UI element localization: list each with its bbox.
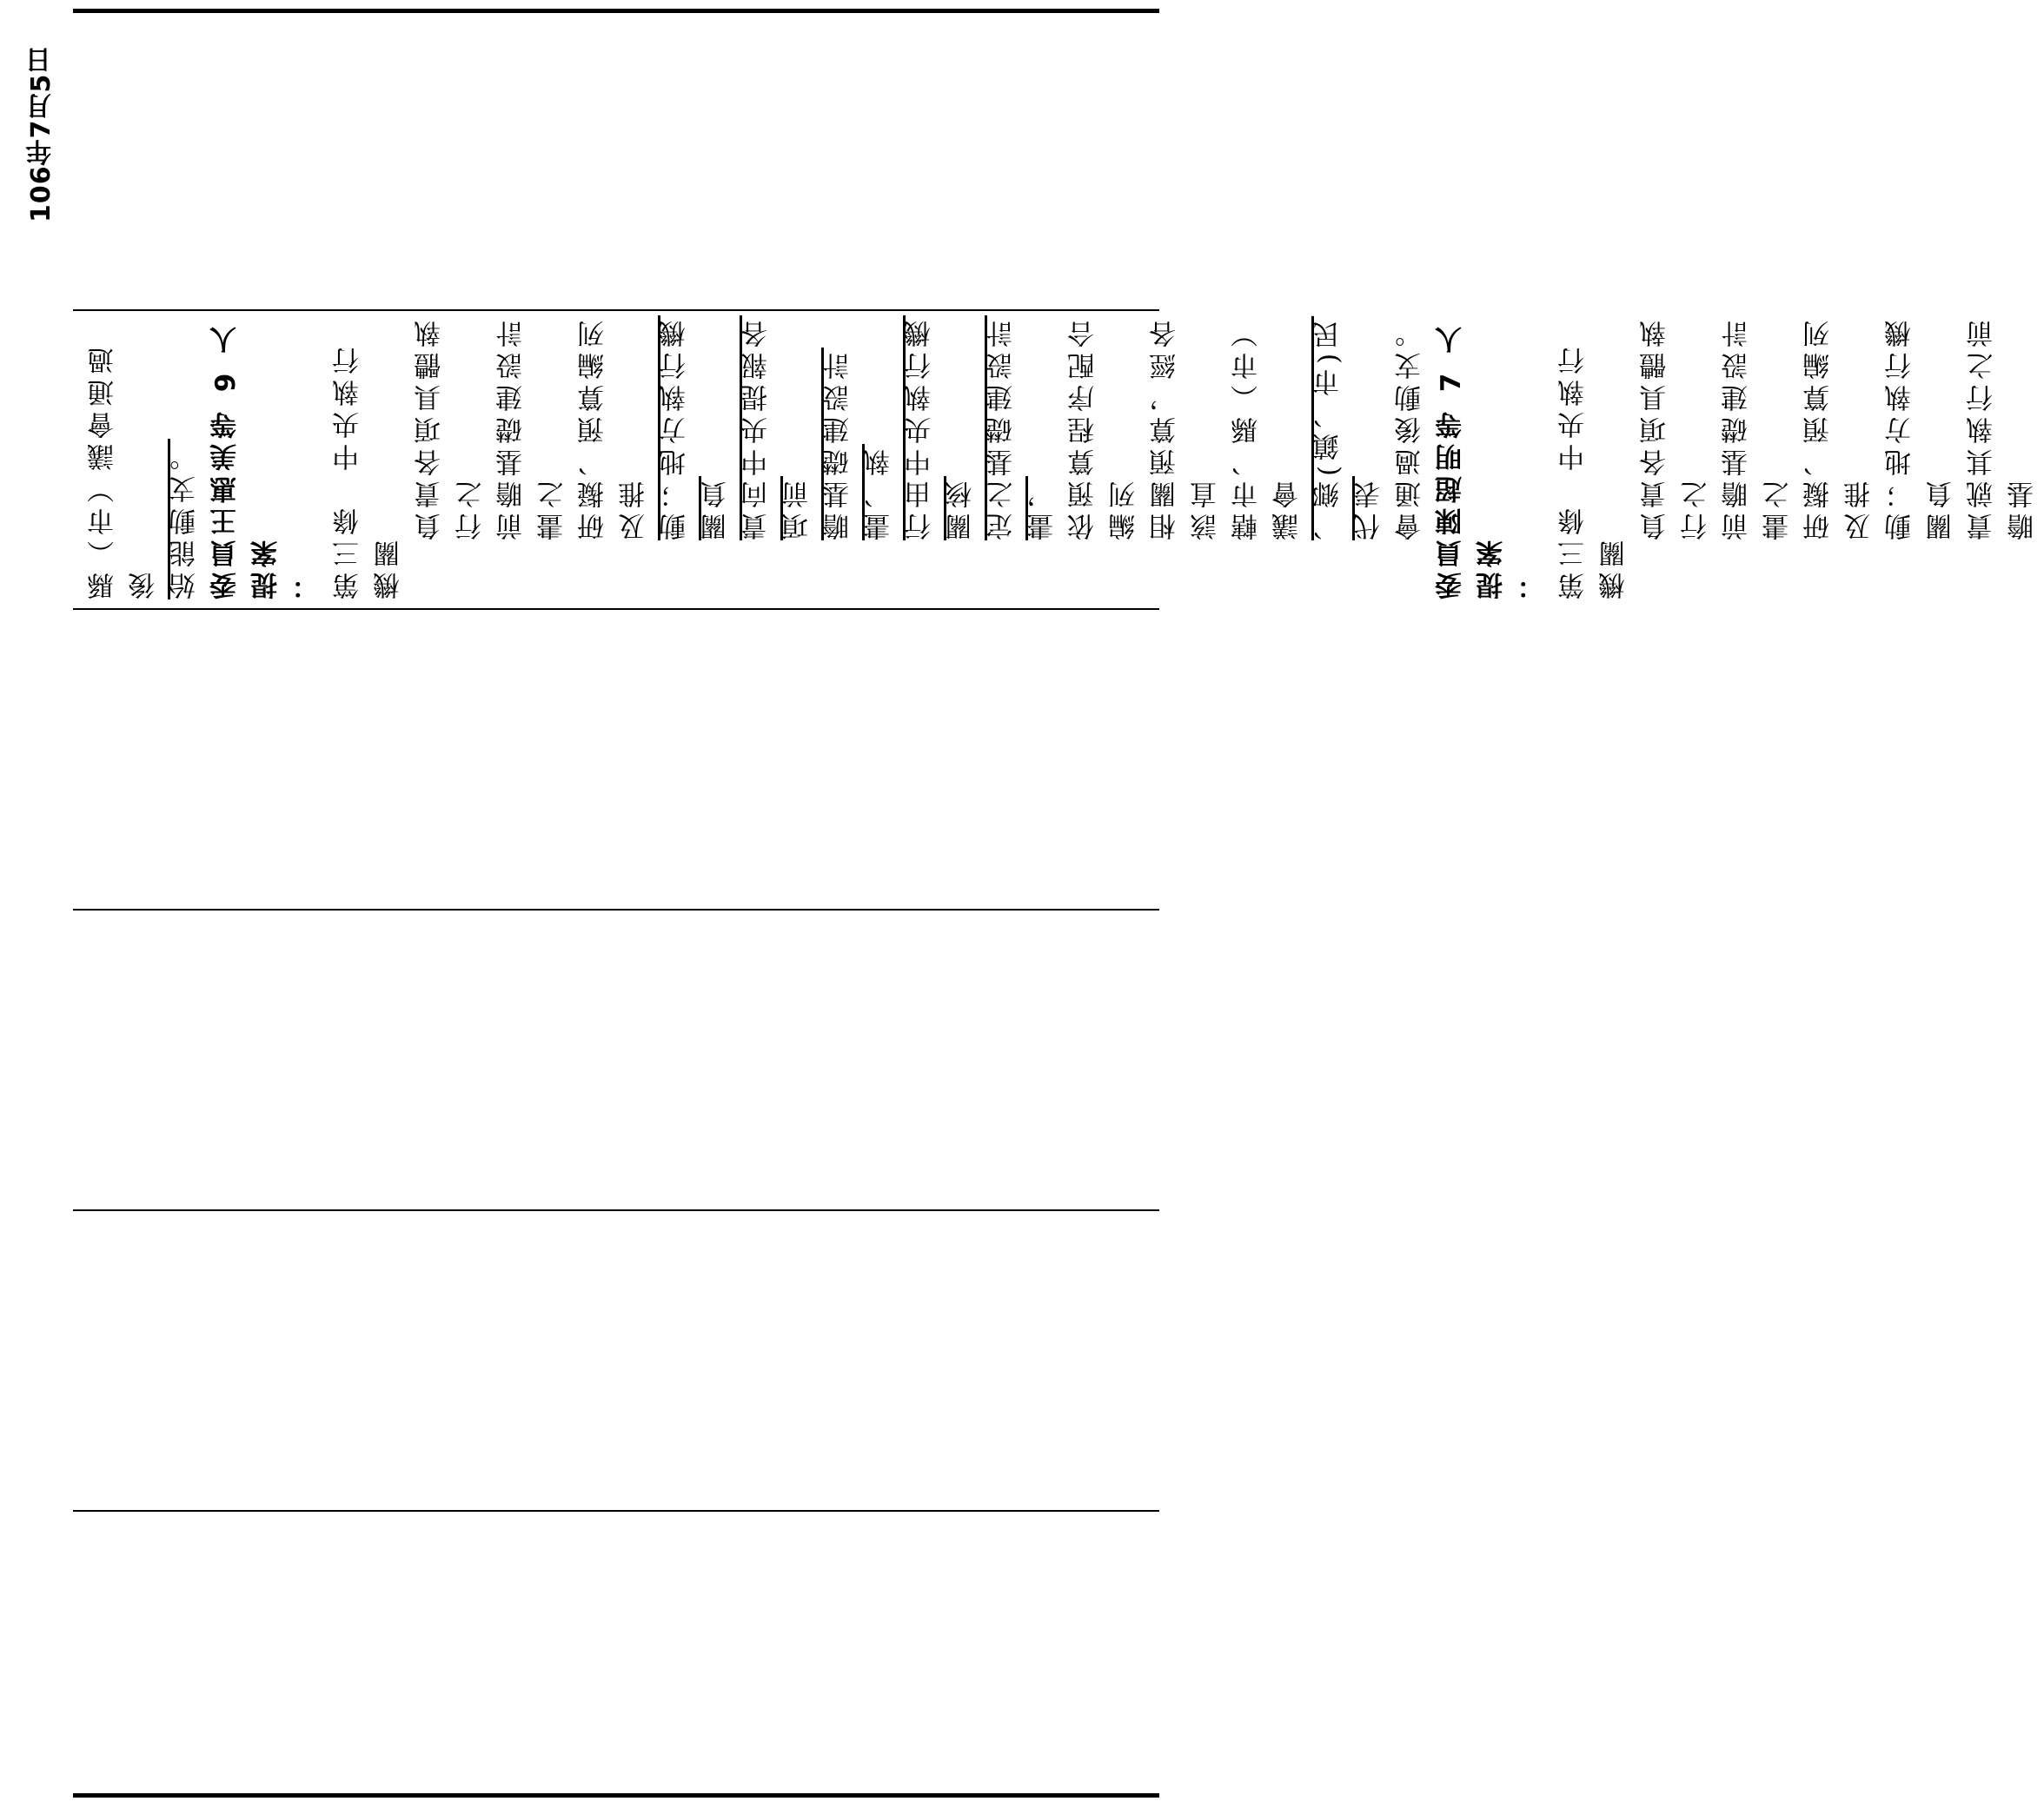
row-divider xyxy=(73,1209,1159,1211)
bottom-rule xyxy=(73,1793,1159,1798)
text-line: 研擬、預算編列及推 xyxy=(1803,315,1875,540)
text-line: 前瞻基礎建設計畫之 xyxy=(496,315,568,540)
text-line: 始能動支。 xyxy=(169,439,201,599)
text-line: 依預算程序配合編列 xyxy=(1068,315,1140,540)
text-line: 縣（市）議會通過後 xyxy=(88,342,160,599)
text-line: 行由中央執行機關核 xyxy=(905,315,977,540)
row-divider xyxy=(73,608,1159,610)
text-line: 轄市、縣（市）議會 xyxy=(1231,315,1304,540)
row-divider xyxy=(73,1510,1159,1512)
text-line: 負責各項具體執行之 xyxy=(1640,315,1712,540)
text-line: 負責各項具體執行之 xyxy=(415,315,487,540)
top-rule xyxy=(73,9,1159,13)
text-line: 定之基礎建設計畫， xyxy=(986,315,1058,540)
proposal-title: 委員王惠美等 9 人提案 xyxy=(210,321,282,599)
text-line: 前瞻基礎建設計畫之 xyxy=(1722,315,1794,540)
proposal-title-colon: ： xyxy=(1517,567,1549,599)
page-date: 106年7月5日 xyxy=(26,46,56,222)
text-line: 會通過後動支。 xyxy=(1395,315,1426,540)
text-line: 責就其執行之前瞻基 xyxy=(1967,315,2039,540)
text-line: 動；地方執行機關負 xyxy=(660,315,732,540)
text-line: 、鄉(鎮、市)民代表 xyxy=(1313,315,1385,540)
text-line: 第三條 中央執行機關 xyxy=(1558,342,1630,599)
row-divider xyxy=(73,909,1159,911)
text-line: 瞻基礎建設計畫、執 xyxy=(823,347,895,540)
row-divider xyxy=(73,309,1159,311)
proposal-title: 委員陳超明等 7 人提案 xyxy=(1436,321,1508,599)
proposal-title-colon: ： xyxy=(292,567,323,599)
text-line: 研擬、預算編列及推 xyxy=(578,315,650,540)
text-line: 第三條 中央執行機關 xyxy=(333,342,405,599)
text-line: 責向中央提報各項前 xyxy=(741,315,813,540)
proposal-text-column xyxy=(83,313,2039,599)
text-line: 動；地方執行機關負 xyxy=(1885,315,1957,540)
text-line: 相關預算，經各該直 xyxy=(1150,315,1222,540)
